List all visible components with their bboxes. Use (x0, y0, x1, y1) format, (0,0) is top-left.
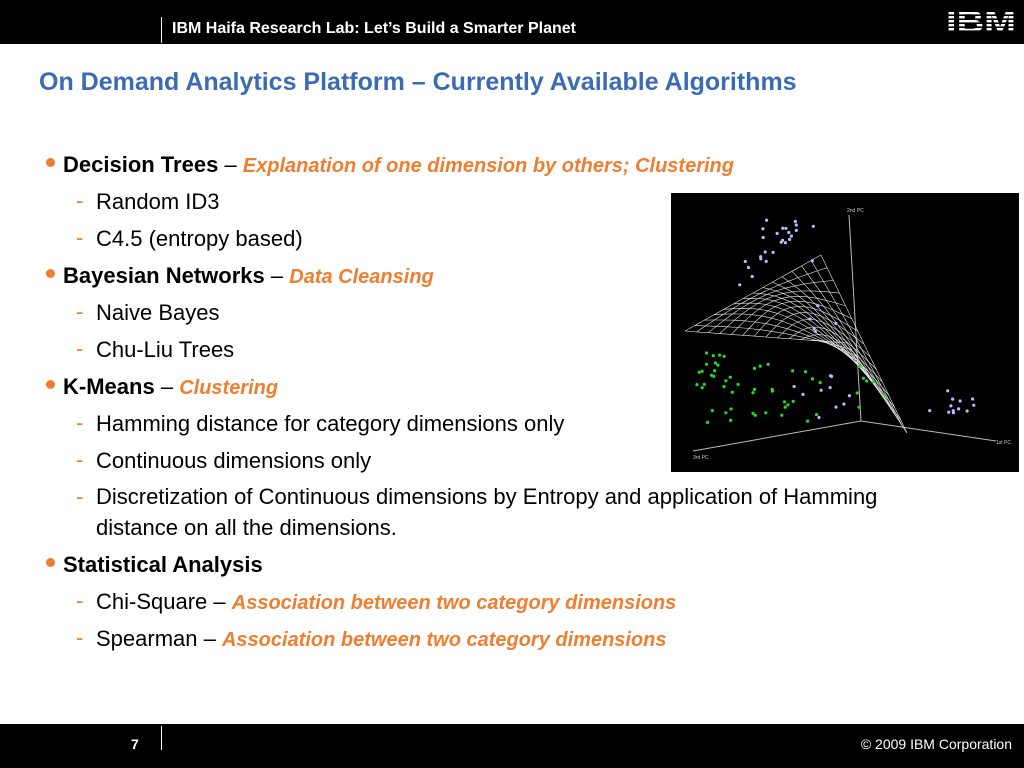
data-point (753, 367, 756, 370)
footer-bar (0, 724, 1024, 768)
sub-marker: - (76, 336, 84, 361)
data-point (790, 235, 793, 238)
data-point (819, 381, 822, 384)
list-item: Hamming distance for category dimensions only (96, 411, 565, 436)
list-item: C4.5 (entropy based) (96, 226, 303, 251)
mesh-line (811, 260, 902, 426)
data-point (791, 369, 794, 372)
bullet-k-means (63, 374, 278, 400)
data-point (813, 327, 816, 330)
data-point (951, 398, 954, 401)
data-point (730, 407, 733, 410)
sub-marker: - (76, 188, 84, 213)
data-point (747, 266, 750, 269)
bullet-description: Data Cleansing (289, 266, 434, 288)
bullet-title: Decision Trees (63, 152, 219, 177)
item-text: Spearman – (96, 626, 216, 651)
data-point (776, 232, 779, 235)
data-point (710, 374, 713, 377)
slide-title: On Demand Analytics Platform – Currently Available Algorithms (39, 68, 797, 96)
data-point (830, 375, 833, 378)
data-point (771, 390, 774, 393)
pca-plot (671, 193, 1019, 472)
data-point (804, 370, 807, 373)
data-point (795, 223, 798, 226)
wireframe-surface (685, 255, 907, 433)
bullet-separator: – (160, 374, 174, 399)
mesh-line (847, 343, 907, 433)
bullet-statistical-analysis (63, 552, 263, 578)
data-point (883, 393, 886, 396)
data-point (716, 364, 719, 367)
data-point (780, 414, 783, 417)
bullet-title: Statistical Analysis (63, 552, 263, 577)
data-point (724, 379, 727, 382)
data-point (972, 404, 975, 407)
data-point (754, 414, 757, 417)
sub-marker: - (76, 299, 84, 324)
data-point (711, 409, 714, 412)
data-point (858, 365, 861, 368)
data-point (701, 386, 704, 389)
pca-3d-figure (671, 193, 1019, 472)
data-point (959, 399, 962, 402)
data-point (764, 411, 767, 414)
data-point (794, 220, 797, 223)
data-point (729, 376, 732, 379)
data-point (829, 386, 832, 389)
data-point (865, 379, 868, 382)
data-point (762, 236, 765, 239)
data-point (812, 225, 815, 228)
data-point (765, 260, 768, 263)
data-point (787, 231, 790, 234)
data-point (811, 259, 814, 262)
data-point (723, 355, 726, 358)
axis-label: 3rd PC (693, 455, 709, 461)
item-description: Association between two category dimensions (231, 592, 677, 614)
bullet-marker (46, 558, 55, 567)
data-point (801, 393, 804, 396)
data-point (761, 227, 764, 230)
list-item: Discretization of Continuous dimensions by Entropy and application of Hamming distance on all the dimensions. (96, 484, 878, 540)
data-point (751, 391, 754, 394)
data-point (731, 391, 734, 394)
sub-marker: - (76, 625, 84, 650)
data-point (695, 383, 698, 386)
bullet-marker (46, 158, 55, 167)
data-point (767, 363, 770, 366)
mesh-line (714, 314, 860, 362)
data-point (783, 400, 786, 403)
data-point (764, 250, 767, 253)
mesh-line (724, 308, 864, 368)
data-point (952, 411, 955, 414)
data-point (848, 394, 851, 397)
data-point (703, 383, 706, 386)
data-point (858, 406, 861, 409)
data-point (772, 251, 775, 254)
data-point (784, 241, 787, 244)
data-point (765, 219, 768, 222)
data-point (718, 354, 721, 357)
data-point (781, 227, 784, 230)
bullet-description: Explanation of one dimension by others; Clustering (242, 155, 734, 177)
sub-marker: - (76, 410, 84, 435)
data-point (780, 241, 783, 244)
data-point (705, 351, 708, 354)
data-point (928, 409, 931, 412)
axis-line (693, 421, 861, 451)
data-point (788, 238, 791, 241)
sub-marker: - (76, 225, 84, 250)
sub-marker: - (76, 588, 84, 613)
axis-label: 1st PC (996, 440, 1012, 446)
data-point (737, 383, 740, 386)
ibm-logo-text: IBM (946, 4, 1016, 36)
data-point (786, 403, 789, 406)
axis-line (861, 421, 996, 441)
mesh-line (697, 268, 828, 332)
sub-marker: - (76, 484, 84, 509)
data-point (701, 370, 704, 373)
data-point (820, 389, 823, 392)
data-point (834, 406, 837, 409)
list-item: Random ID3 (96, 189, 220, 214)
sub-marker: - (76, 447, 84, 472)
data-point (793, 385, 796, 388)
item-text: Chi-Square – (96, 589, 226, 614)
data-point (842, 403, 845, 406)
data-point (714, 361, 717, 364)
data-point (751, 275, 754, 278)
data-point (817, 416, 820, 419)
data-point (949, 404, 952, 407)
lab-title: IBM Haifa Research Lab: Let’s Build a Smarter Planet (172, 20, 576, 37)
data-point (815, 413, 818, 416)
data-point (724, 411, 727, 414)
data-point (722, 385, 725, 388)
data-point (808, 317, 811, 320)
data-point (806, 420, 809, 423)
list-item-spearman (96, 626, 667, 652)
data-point (759, 257, 762, 260)
data-point (698, 371, 701, 374)
list-item-chi-square (96, 589, 676, 615)
data-point (705, 363, 708, 366)
page-number: 7 (131, 736, 139, 752)
data-point (713, 369, 716, 372)
data-point (957, 407, 960, 410)
footer-divider (161, 726, 162, 750)
data-point (966, 409, 969, 412)
data-point (971, 397, 974, 400)
data-point (862, 377, 865, 380)
bullet-separator: – (270, 263, 284, 288)
data-point (729, 419, 732, 422)
copyright: © 2009 IBM Corporation (860, 736, 1012, 752)
list-item: Chu-Liu Trees (96, 337, 235, 362)
bullet-marker (46, 269, 55, 278)
mesh-line (734, 303, 869, 375)
data-point (738, 283, 741, 286)
data-point (712, 354, 715, 357)
data-point (784, 227, 787, 230)
data-point (759, 365, 762, 368)
bullet-title: K-Means (63, 374, 155, 399)
list-item: Naive Bayes (96, 300, 220, 325)
data-point (872, 380, 875, 383)
data-point (814, 330, 817, 333)
data-point (834, 322, 837, 325)
axis-label: 2nd PC (847, 208, 864, 214)
bullet-description: Clustering (179, 377, 279, 399)
data-point (811, 377, 814, 380)
bullet-separator: – (224, 152, 237, 177)
bullet-marker (46, 380, 55, 389)
data-point (795, 229, 798, 232)
data-point (706, 421, 709, 424)
data-point (784, 406, 787, 409)
mesh-line (801, 335, 883, 383)
bullet-title: Bayesian Networks (63, 263, 265, 288)
data-point (744, 260, 747, 263)
item-description: Association between two category dimensions (221, 629, 667, 651)
data-point (946, 389, 949, 392)
data-point (792, 400, 795, 403)
data-point (753, 388, 756, 391)
data-point (947, 411, 950, 414)
bullet-bayesian-networks (63, 263, 434, 289)
data-point (816, 304, 819, 307)
list-item: Continuous dimensions only (96, 448, 372, 473)
data-point (856, 391, 859, 394)
bullet-decision-trees (63, 152, 734, 178)
